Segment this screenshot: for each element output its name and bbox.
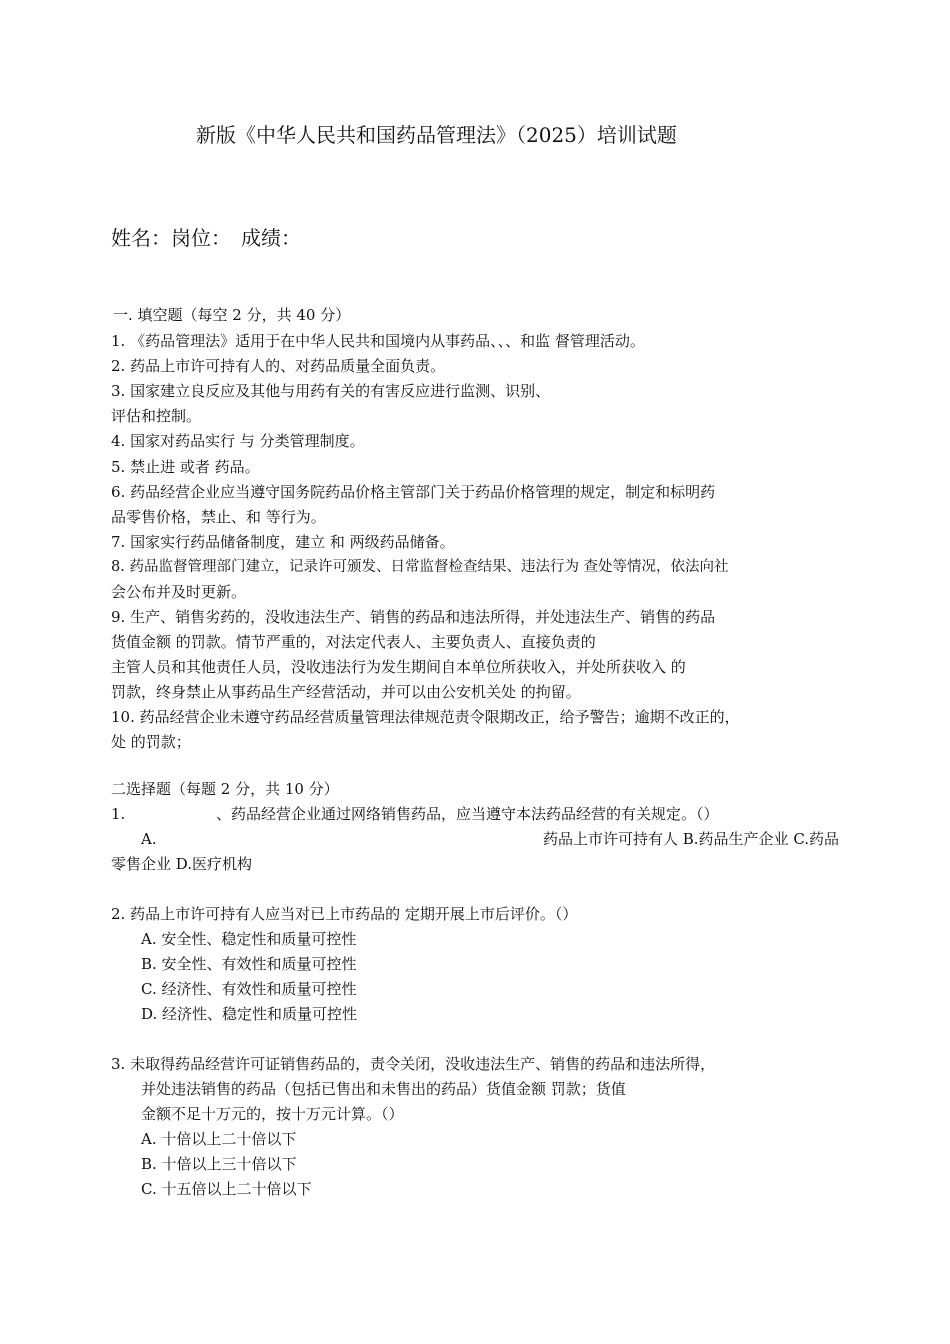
fill-line: 8. 药品监督管理部门建立，记录许可颁发、日常监督检查结果、违法行为 查处等情况，依法向社 — [111, 559, 729, 575]
fill-line: 2. 药品上市许可持有人的、对药品质量全面负责。 — [111, 357, 446, 375]
fill-line: 3. 国家建立良反应及其他与用药有关的有害反应进行监测、识别、 — [111, 382, 551, 400]
section2-heading: 二选择题（每题 2 分，共 10 分） — [111, 780, 339, 798]
fill-line: 5. 禁止进 或者 药品。 — [111, 458, 260, 476]
fill-line: 会公布并及时更新。 — [111, 583, 247, 601]
q2-option: A. 安全性、稳定性和质量可控性 — [141, 930, 357, 948]
section1-heading: 一. 填空题（每空 2 分，共 40 分） — [113, 306, 351, 324]
q1-number: 1. — [111, 805, 126, 823]
q3-stem-line: 3. 未取得药品经营许可证销售药品的，责令关闭，没收违法生产、销售的药品和违法所得， — [111, 1055, 716, 1073]
fill-line: 货值金额 的罚款。情节严重的，对法定代表人、主要负责人、直接负责的 — [111, 633, 596, 651]
fill-line: 主管人员和其他责任人员，没收违法行为发生期间自本单位所获收入，并处所获收入 的 — [111, 658, 686, 676]
fill-line: 品零售价格，禁止、和 等行为。 — [111, 508, 326, 526]
q3-option: B. 十倍以上三十倍以下 — [141, 1155, 297, 1173]
q3-option: C. 十五倍以上二十倍以下 — [141, 1180, 312, 1198]
name-position-score-line: 姓名：岗位： 成绩： — [111, 226, 301, 250]
q3-stem-line: 金额不足十万元的，按十万元计算。（） — [141, 1105, 404, 1123]
fill-line: 7. 国家实行药品储备制度，建立 和 两级药品储备。 — [111, 533, 455, 551]
q3-option: A. 十倍以上二十倍以下 — [141, 1130, 297, 1148]
q1-option-a-label: A. — [141, 830, 157, 848]
q1-options-line: 零售企业 D.医疗机构 — [111, 855, 253, 873]
fill-line: 10. 药品经营企业未遵守药品经营质量管理法律规范责令限期改正，给予警告；逾期不改正的， — [111, 708, 740, 726]
q2-option: D. 经济性、稳定性和质量可控性 — [141, 1005, 358, 1023]
document-title: 新版《中华人民共和国药品管理法》（2025）培训试题 — [196, 123, 677, 147]
fill-line: 罚款，终身禁止从事药品生产经营活动，并可以由公安机关处 的拘留。 — [111, 683, 581, 701]
q1-options-line: 药品上市许可持有人 B.药品生产企业 C.药品 — [543, 830, 840, 848]
q2-option: C. 经济性、有效性和质量可控性 — [141, 980, 357, 998]
fill-line: 6. 药品经营企业应当遵守国务院药品价格主管部门关于药品价格管理的规定，制定和标明药 — [111, 483, 716, 501]
fill-line: 1. 《药品管理法》适用于在中华人民共和国境内从事药品、、、和监 督管理活动。 — [111, 332, 645, 350]
fill-line: 处 的罚款； — [111, 733, 191, 751]
q3-stem-line: 并处违法销售的药品（包括已售出和未售出的药品）货值金额 罚款；货值 — [141, 1080, 626, 1098]
fill-line: 9. 生产、销售劣药的，没收违法生产、销售的药品和违法所得，并处违法生产、销售的药品 — [111, 608, 716, 626]
fill-line: 4. 国家对药品实行 与 分类管理制度。 — [111, 432, 365, 450]
q2-option: B. 安全性、有效性和质量可控性 — [141, 955, 357, 973]
q1-stem: 、药品经营企业通过网络销售药品，应当遵守本法药品经营的有关规定。（） — [216, 805, 719, 823]
fill-line: 评估和控制。 — [111, 407, 202, 425]
q2-stem: 2. 药品上市许可持有人应当对已上市药品的 定期开展上市后评价。（） — [111, 905, 578, 923]
